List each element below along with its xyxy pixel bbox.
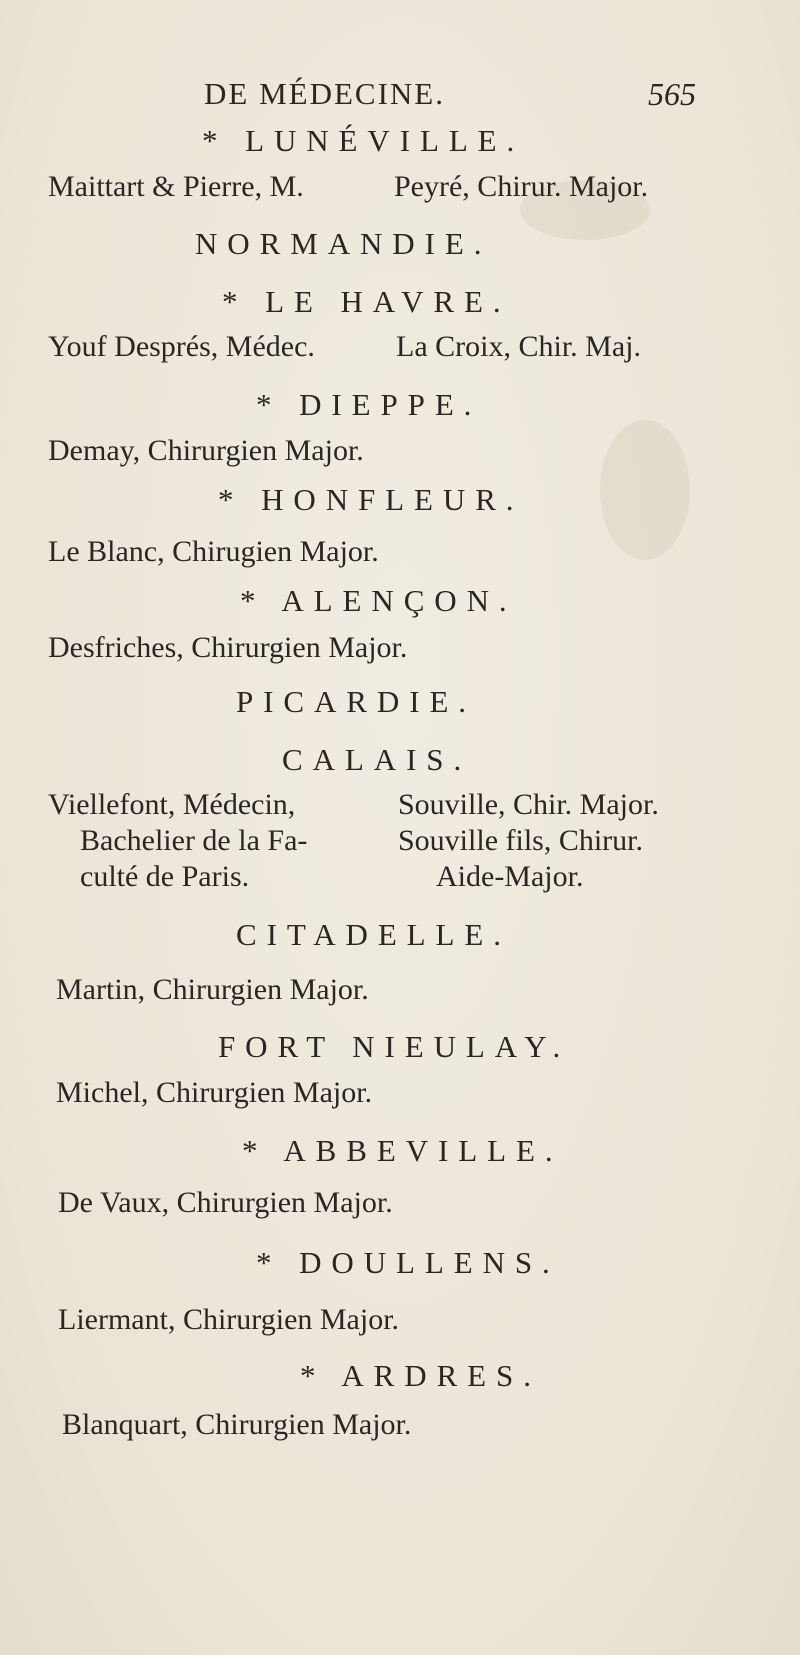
entry-left: culté de Paris. <box>80 860 250 893</box>
entry-right: Aide-Major. <box>436 860 584 893</box>
running-title: DE MÉDECINE. <box>204 76 445 111</box>
entry-left: De Vaux, Chirurgien Major. <box>58 1186 393 1219</box>
section-heading-citadelle: CITADELLE. <box>236 917 511 952</box>
province-heading-normandie: NORMANDIE. <box>195 226 492 261</box>
section-heading-honfleur: * HONFLEUR. <box>218 482 524 517</box>
entry-left: Le Blanc, Chirugien Major. <box>48 535 379 568</box>
entry-right: Souville fils, Chirur. <box>398 824 644 857</box>
section-heading-abbeville: * ABBEVILLE. <box>242 1133 563 1168</box>
entry-right: La Croix, Chir. Maj. <box>396 330 641 363</box>
entry-left: Desfriches, Chirurgien Major. <box>48 631 408 664</box>
province-heading-picardie: PICARDIE. <box>236 684 476 719</box>
entry-left: Bachelier de la Fa- <box>80 824 308 857</box>
entry-right: Peyré, Chirur. Major. <box>394 170 649 203</box>
entry-left: Demay, Chirurgien Major. <box>48 434 364 467</box>
entry-left: Maittart & Pierre, M. <box>48 170 304 203</box>
paper-stain <box>600 420 690 560</box>
section-heading-calais: CALAIS. <box>282 742 472 777</box>
section-heading-alencon: * ALENÇON. <box>240 583 517 618</box>
entry-right: Souville, Chir. Major. <box>398 788 659 821</box>
entry-left: Viellefont, Médecin, <box>48 788 296 821</box>
section-heading-luneville: * LUNÉVILLE. <box>202 123 525 158</box>
entry-left: Blanquart, Chirurgien Major. <box>62 1408 412 1441</box>
page-number: 565 <box>648 76 696 112</box>
section-heading-doullens: * DOULLENS. <box>256 1245 560 1280</box>
section-heading-ardres: * ARDRES. <box>300 1358 541 1393</box>
entry-left: Youf Després, Médec. <box>48 330 315 363</box>
section-heading-le-havre: * LE HAVRE. <box>222 284 511 319</box>
section-heading-dieppe: * DIEPPE. <box>256 387 482 422</box>
entry-left: Liermant, Chirurgien Major. <box>58 1303 400 1336</box>
section-heading-fort-nieulay: FORT NIEULAY. <box>218 1029 571 1064</box>
entry-left: Michel, Chirurgien Major. <box>56 1076 373 1109</box>
entry-left: Martin, Chirurgien Major. <box>56 973 369 1006</box>
